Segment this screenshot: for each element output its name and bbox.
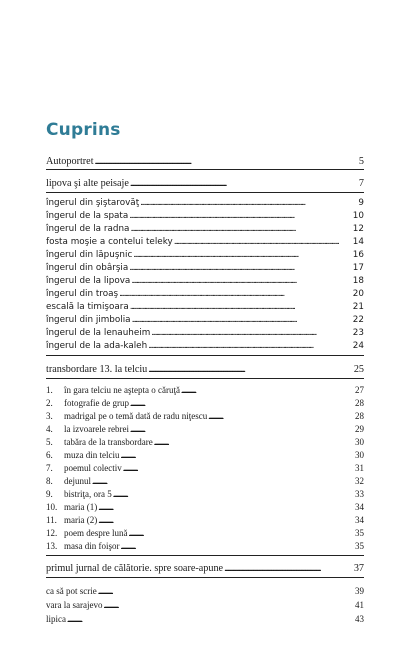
- toc-entry-number: 4.: [46, 424, 53, 434]
- toc-entry-title: vara la sarajevo: [46, 600, 103, 610]
- leader-dots: [92, 476, 354, 487]
- toc-entry-title: în gara telciu ne aştepta o căruţă: [64, 385, 180, 395]
- toc-entry: [46, 250, 364, 261]
- toc-entry-number: 1.: [46, 385, 53, 395]
- toc-entry-page: 28: [355, 398, 364, 408]
- toc-entry-page: 32: [355, 476, 364, 486]
- leader-dots: [130, 224, 351, 235]
- leader-dots: [130, 424, 354, 435]
- toc-entry: [46, 178, 364, 189]
- divider: [46, 169, 364, 170]
- toc-entry-page: 39: [355, 586, 364, 596]
- toc-entry-page: 7: [358, 178, 364, 189]
- toc-entry-title: maria (2): [64, 515, 98, 525]
- leader-dots: [132, 315, 352, 326]
- toc-entry-number: 3.: [46, 411, 53, 421]
- leader-dots: [151, 328, 352, 339]
- toc-entry-page: 30: [355, 450, 364, 460]
- toc-entry-title: transbordare 13. la telciu: [46, 364, 148, 375]
- toc-entry: [46, 515, 364, 526]
- toc-entry-page: 18: [352, 276, 364, 286]
- toc-entry-page: 30: [355, 437, 364, 447]
- toc-entry: [46, 528, 364, 539]
- toc-entry-title: poem despre lună: [64, 528, 128, 538]
- toc-entry: [46, 237, 364, 248]
- toc-entry-number: 7.: [46, 463, 53, 473]
- toc-entry-number: 8.: [46, 476, 53, 486]
- toc-entry: [46, 224, 364, 235]
- toc-entry-page: 17: [352, 263, 364, 273]
- toc-entry: [46, 263, 364, 274]
- leader-dots: [95, 156, 358, 167]
- toc-entry: [46, 211, 364, 222]
- toc-entry-page: 37: [353, 563, 364, 574]
- toc-entry: [46, 156, 364, 167]
- toc-entry-title: lipica: [46, 614, 66, 624]
- toc-entry-title: Autoportret: [46, 156, 94, 167]
- leader-dots: [140, 198, 357, 209]
- leader-dots: [129, 263, 352, 274]
- leader-dots: [98, 502, 354, 513]
- leader-dots: [130, 178, 358, 189]
- toc-entry: [46, 289, 364, 300]
- toc-entry-title: bistriţa, ora 5: [64, 489, 112, 499]
- toc-entry-page: 29: [355, 424, 364, 434]
- toc-entry-title: la izvoarele rebrei: [64, 424, 129, 434]
- toc-entry: [46, 302, 364, 313]
- leader-dots: [148, 341, 352, 352]
- toc-entry-number: 13.: [46, 541, 58, 551]
- toc-entry-number: 2.: [46, 398, 53, 408]
- leader-dots: [154, 437, 354, 448]
- toc-entry-title: îngerul de la lenauheim: [46, 328, 151, 338]
- toc-entry-number: 9.: [46, 489, 53, 499]
- toc-entry-page: 12: [352, 224, 364, 234]
- toc-entry: [46, 600, 364, 611]
- toc-entry-title: îngerul din troaş: [46, 289, 119, 299]
- toc-entry-page: 43: [355, 614, 364, 624]
- toc-entry-title: îngerul de la ada-kaleh: [46, 341, 148, 351]
- toc-entry: [46, 198, 364, 209]
- toc-entry-title: primul jurnal de călătorie. spre soare-apune: [46, 563, 224, 574]
- leader-dots: [131, 276, 351, 287]
- toc-entry: [46, 541, 364, 552]
- toc-entry-page: 33: [355, 489, 364, 499]
- leader-dots: [67, 614, 354, 625]
- toc-entry-page: 10: [352, 211, 364, 221]
- toc-entry-page: 41: [355, 600, 364, 610]
- toc-entry-title: maria (1): [64, 502, 98, 512]
- leader-dots: [128, 528, 354, 539]
- leader-dots: [98, 515, 354, 526]
- toc-entry: [46, 364, 364, 375]
- leader-dots: [121, 541, 355, 552]
- toc-entry-title: masa din foişor: [64, 541, 120, 551]
- toc-entry-number: 12.: [46, 528, 58, 538]
- toc-entry: [46, 476, 364, 487]
- toc-entry: [46, 563, 364, 574]
- toc-entry: [46, 328, 364, 339]
- leader-dots: [129, 211, 352, 222]
- toc-entry-title: îngerul de la radna: [46, 224, 130, 234]
- toc-entry-page: 35: [355, 541, 364, 551]
- toc-entry-title: fosta moşie a contelui teleky: [46, 237, 173, 247]
- toc-entry: [46, 489, 364, 500]
- leader-dots: [174, 237, 352, 248]
- toc-entry: [46, 315, 364, 326]
- divider: [46, 355, 364, 356]
- leader-dots: [133, 250, 352, 261]
- divider: [46, 577, 364, 578]
- toc-entry-title: tabăra de la transbordare: [64, 437, 153, 447]
- toc-entry-page: 34: [355, 515, 364, 525]
- toc-entry-title: lipova şi alte peisaje: [46, 178, 129, 189]
- toc-entry-title: poemul colectiv: [64, 463, 122, 473]
- toc-entry-title: îngerul de la spata: [46, 211, 129, 221]
- divider: [46, 555, 364, 556]
- toc-entry-page: 21: [352, 302, 364, 312]
- toc-entry-page: 28: [355, 411, 364, 421]
- toc-entry-title: muza din telciu: [64, 450, 120, 460]
- divider: [46, 378, 364, 379]
- toc-entry-page: 35: [355, 528, 364, 538]
- toc-entry: [46, 586, 364, 597]
- toc-entry-title: îngerul de la lipova: [46, 276, 131, 286]
- toc-entry-page: 14: [352, 237, 364, 247]
- toc-entry-title: îngerul din şiştarovăţ: [46, 198, 140, 208]
- toc-entry: [46, 276, 364, 287]
- toc-entry: [46, 614, 364, 625]
- toc-entry-page: 24: [352, 341, 364, 351]
- leader-dots: [181, 385, 354, 396]
- toc-entry-number: 5.: [46, 437, 53, 447]
- toc-entry: [46, 463, 364, 474]
- toc-entry: [46, 450, 364, 461]
- toc-entry: [46, 424, 364, 435]
- leader-dots: [119, 289, 352, 300]
- toc-entry-page: 9: [358, 198, 364, 208]
- toc-entry-title: îngerul din lăpuşnic: [46, 250, 133, 260]
- leader-dots: [148, 364, 353, 375]
- toc-entry-title: escală la timişoara: [46, 302, 129, 312]
- toc-entry: [46, 341, 364, 352]
- toc-entry-page: 31: [355, 463, 364, 473]
- toc-entry-page: 5: [358, 156, 364, 167]
- leader-dots: [123, 463, 354, 474]
- toc-entry: [46, 437, 364, 448]
- toc-entry-title: îngerul din obârşia: [46, 263, 129, 273]
- toc-entry-number: 6.: [46, 450, 53, 460]
- toc-entry-page: 27: [355, 385, 364, 395]
- leader-dots: [130, 398, 354, 409]
- toc-entry-title: ca să pot scrie: [46, 586, 97, 596]
- toc-entry-title: fotografie de grup: [64, 398, 129, 408]
- leader-dots: [103, 600, 354, 611]
- toc-entry-page: 25: [353, 364, 364, 375]
- toc-entry-title: dejunul: [64, 476, 91, 486]
- toc-entry-page: 34: [355, 502, 364, 512]
- leader-dots: [224, 563, 353, 574]
- toc-entry-number: 11.: [46, 515, 57, 525]
- divider: [46, 192, 364, 193]
- leader-dots: [120, 450, 354, 461]
- toc-entry: [46, 398, 364, 409]
- toc-entry-page: 16: [352, 250, 364, 260]
- toc-entry-page: 23: [352, 328, 364, 338]
- page-title: Cuprins: [46, 120, 121, 140]
- toc-entry-title: madrigal pe o temă dată de radu niţescu: [64, 411, 208, 421]
- toc-entry-page: 22: [352, 315, 364, 325]
- leader-dots: [208, 411, 354, 422]
- leader-dots: [130, 302, 352, 313]
- toc-entry: [46, 385, 364, 396]
- leader-dots: [113, 489, 354, 500]
- toc-entry-title: îngerul din jimbolia: [46, 315, 131, 325]
- toc-entry: [46, 411, 364, 422]
- toc-entry: [46, 502, 364, 513]
- toc-entry-page: 20: [352, 289, 364, 299]
- leader-dots: [98, 586, 354, 597]
- toc-entry-number: 10.: [46, 502, 58, 512]
